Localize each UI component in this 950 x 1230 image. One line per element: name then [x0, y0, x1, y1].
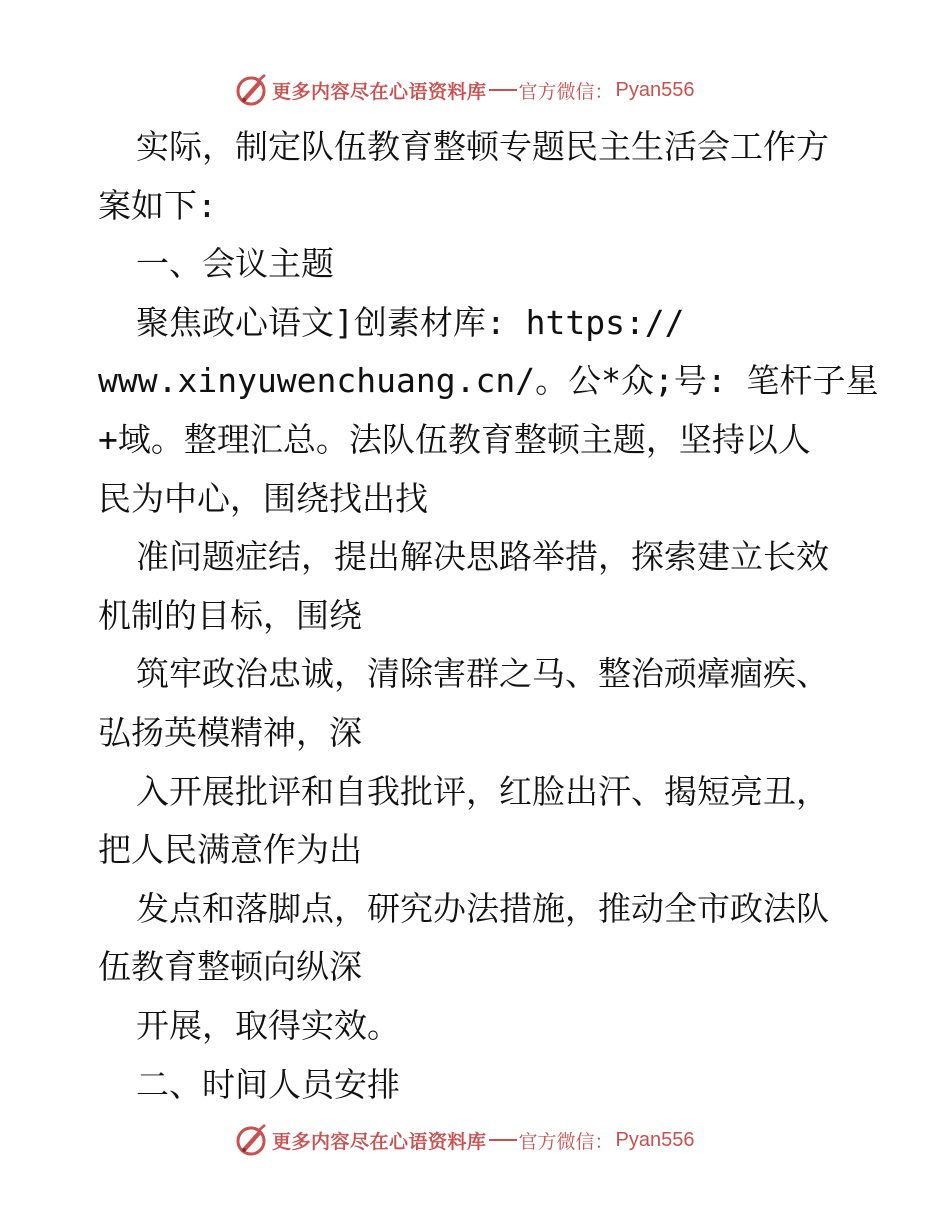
quill-pen-logo-icon	[234, 1123, 268, 1157]
section-heading: 一、会议主题	[136, 244, 334, 284]
body-text	[98, 118, 879, 1114]
text-line: 发点和落脚点，研究办法措施，推动全市政法队	[136, 888, 829, 928]
text-line: 把人民满意作为出	[98, 830, 362, 870]
brand-text: 更多内容尽在心语资料库	[272, 80, 487, 103]
quill-pen-logo-icon	[234, 73, 268, 107]
text-line: 开展，取得实效。	[136, 1005, 400, 1045]
text-line: 案如下:	[98, 185, 217, 225]
official-wechat-label: 官方微信：	[518, 1130, 614, 1153]
official-wechat-label: 官方微信：	[518, 80, 614, 103]
text-line: 机制的目标，围绕	[98, 595, 362, 635]
brand-text: 更多内容尽在心语资料库	[272, 1130, 487, 1153]
banner-dash	[489, 1139, 517, 1141]
section-heading: 二、时间人员安排	[136, 1064, 400, 1104]
text-line: 弘扬英模精神，深	[98, 712, 362, 752]
text-line: +域。整理汇总。法队伍教育整顿主题，坚持以人	[98, 419, 811, 459]
text-line: 准问题症结，提出解决思路举措，探索建立长效	[136, 537, 829, 577]
footer-watermark	[234, 1122, 695, 1158]
banner-dash	[489, 89, 517, 91]
wechat-handle: Pyan556	[615, 78, 695, 101]
text-line: 筑牢政治忠诚，清除害群之马、整治顽瘴痼疾、	[136, 654, 829, 694]
text-line: 聚焦政心语文]创素材库: https://	[136, 302, 685, 342]
text-line: 民为中心，围绕找出找	[98, 478, 428, 518]
text-line: 实际，制定队伍教育整顿专题民主生活会工作方	[136, 127, 829, 166]
text-line: 伍教育整顿向纵深	[98, 947, 362, 987]
text-line: 入开展批评和自我批评，红脸出汗、揭短亮丑，	[136, 771, 829, 811]
text-line: www.xinyuwenchuang.cn/。公*众;号: 笔杆子星	[98, 361, 879, 401]
header-watermark	[234, 72, 695, 108]
wechat-handle: Pyan556	[615, 1128, 695, 1151]
